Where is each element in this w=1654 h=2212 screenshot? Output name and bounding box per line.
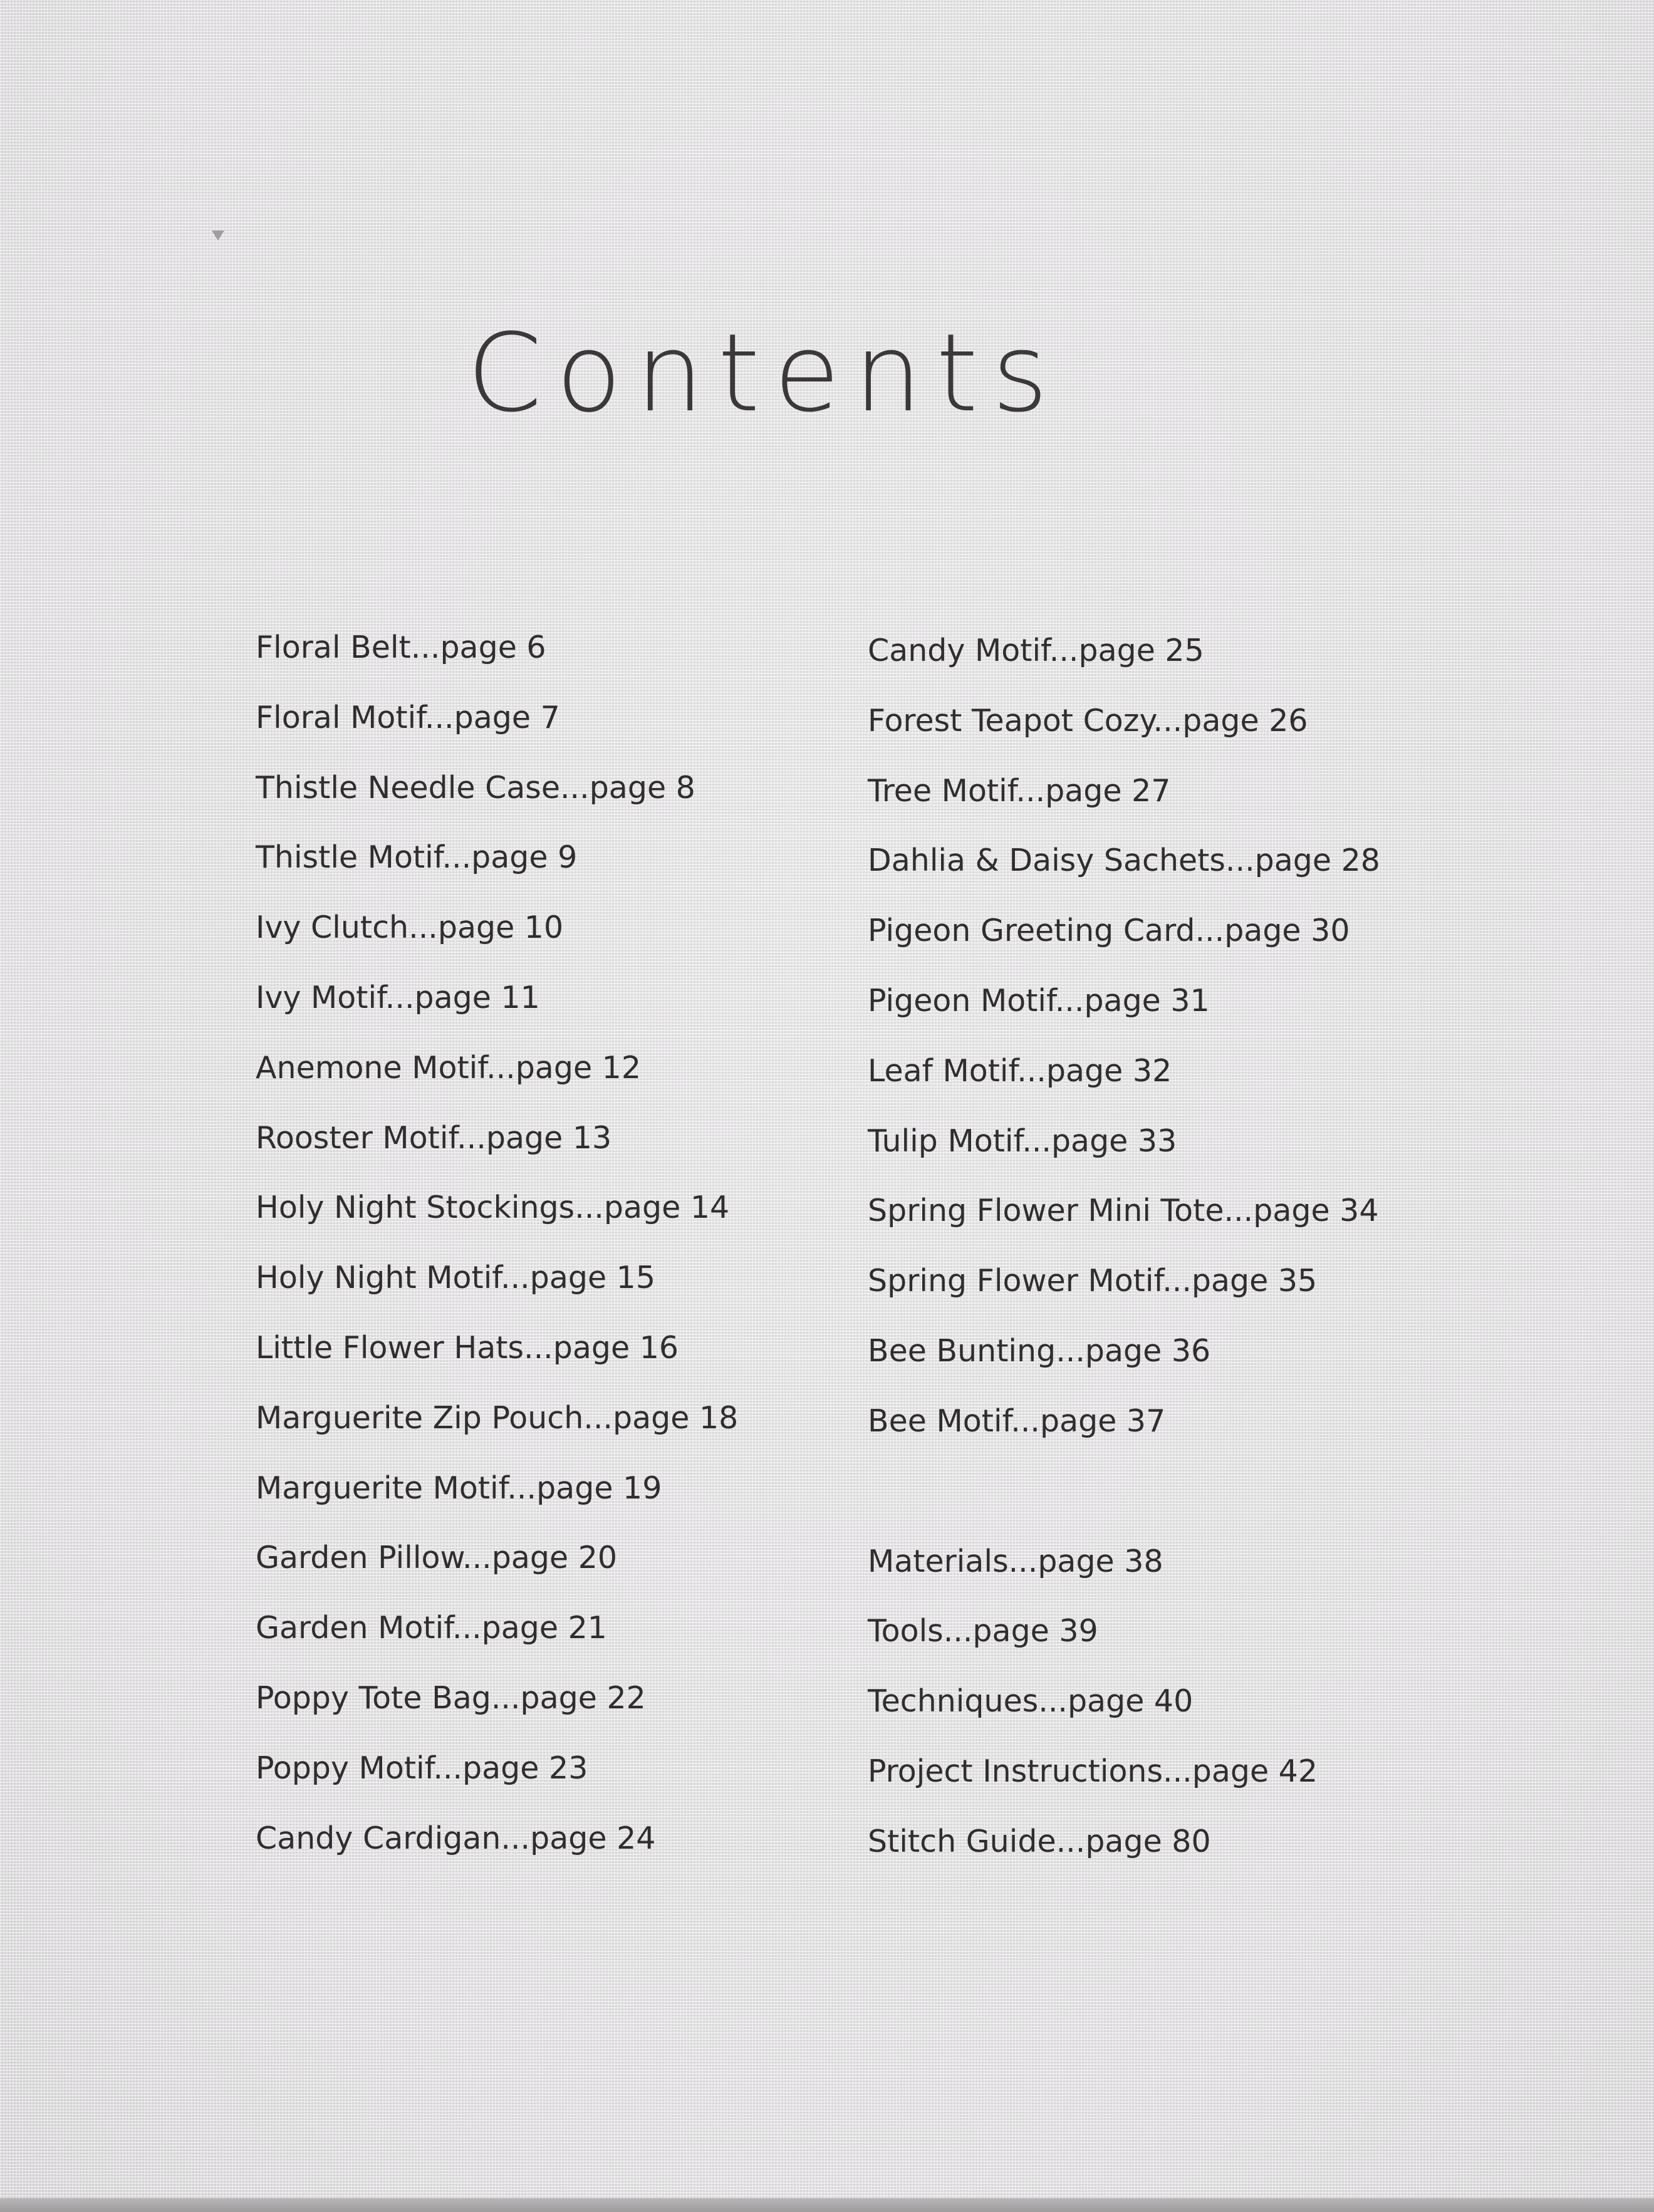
contents-list-right	[868, 630, 1380, 1891]
toc-entry: Marguerite Motif...page 19	[256, 1470, 662, 1506]
toc-entry: Dahlia & Daisy Sachets...page 28	[868, 843, 1380, 879]
toc-entry: Poppy Tote Bag...page 22	[256, 1680, 646, 1716]
page-edge-shadow	[0, 2198, 1654, 2212]
toc-entry: Thistle Motif...page 9	[256, 839, 578, 876]
toc-reference-entry: Stitch Guide...page 80	[868, 1823, 1211, 1859]
toc-reference-entry: Project Instructions...page 42	[868, 1753, 1318, 1789]
paper-mark-icon	[212, 231, 224, 241]
toc-entry: Ivy Clutch...page 10	[256, 910, 564, 946]
toc-entry: Floral Motif...page 7	[256, 699, 560, 735]
toc-entry: Rooster Motif...page 13	[256, 1119, 612, 1156]
toc-entry: Garden Pillow...page 20	[256, 1540, 618, 1576]
toc-entry: Anemone Motif...page 12	[256, 1049, 642, 1086]
toc-entry: Little Flower Hats...page 16	[256, 1329, 679, 1366]
toc-entry: Floral Belt...page 6	[256, 630, 546, 665]
toc-entry: Spring Flower Mini Tote...page 34	[868, 1193, 1379, 1229]
toc-reference-entry: Tools...page 39	[868, 1613, 1098, 1649]
toc-reference-entry: Techniques...page 40	[868, 1683, 1194, 1720]
toc-entry: Garden Motif...page 21	[256, 1610, 607, 1646]
toc-entry: Bee Bunting...page 36	[868, 1332, 1211, 1369]
toc-entry: Ivy Motif...page 11	[256, 979, 540, 1015]
toc-entry: Candy Cardigan...page 24	[256, 1820, 656, 1856]
toc-entry: Tree Motif...page 27	[868, 772, 1171, 809]
toc-entry: Thistle Needle Case...page 8	[256, 769, 695, 806]
contents-list-left	[256, 626, 738, 1887]
toc-entry: Leaf Motif...page 32	[868, 1052, 1172, 1089]
toc-entry: Holy Night Stockings...page 14	[256, 1190, 730, 1226]
toc-entry: Poppy Motif...page 23	[256, 1750, 588, 1786]
toc-entry: Forest Teapot Cozy...page 26	[868, 702, 1308, 739]
toc-entry: Candy Motif...page 25	[868, 633, 1204, 668]
section-spacer	[868, 1470, 1380, 1540]
toc-entry: Pigeon Motif...page 31	[868, 982, 1210, 1019]
toc-entry: Pigeon Greeting Card...page 30	[868, 913, 1350, 949]
toc-reference-entry: Materials...page 38	[868, 1543, 1163, 1579]
toc-entry: Bee Motif...page 37	[868, 1403, 1166, 1439]
toc-entry: Marguerite Zip Pouch...page 18	[256, 1399, 739, 1436]
toc-entry: Tulip Motif...page 33	[868, 1123, 1177, 1159]
toc-entry: Holy Night Motif...page 15	[256, 1260, 656, 1296]
toc-entry: Spring Flower Motif...page 35	[868, 1263, 1318, 1299]
page-title: Contents	[467, 310, 1062, 436]
